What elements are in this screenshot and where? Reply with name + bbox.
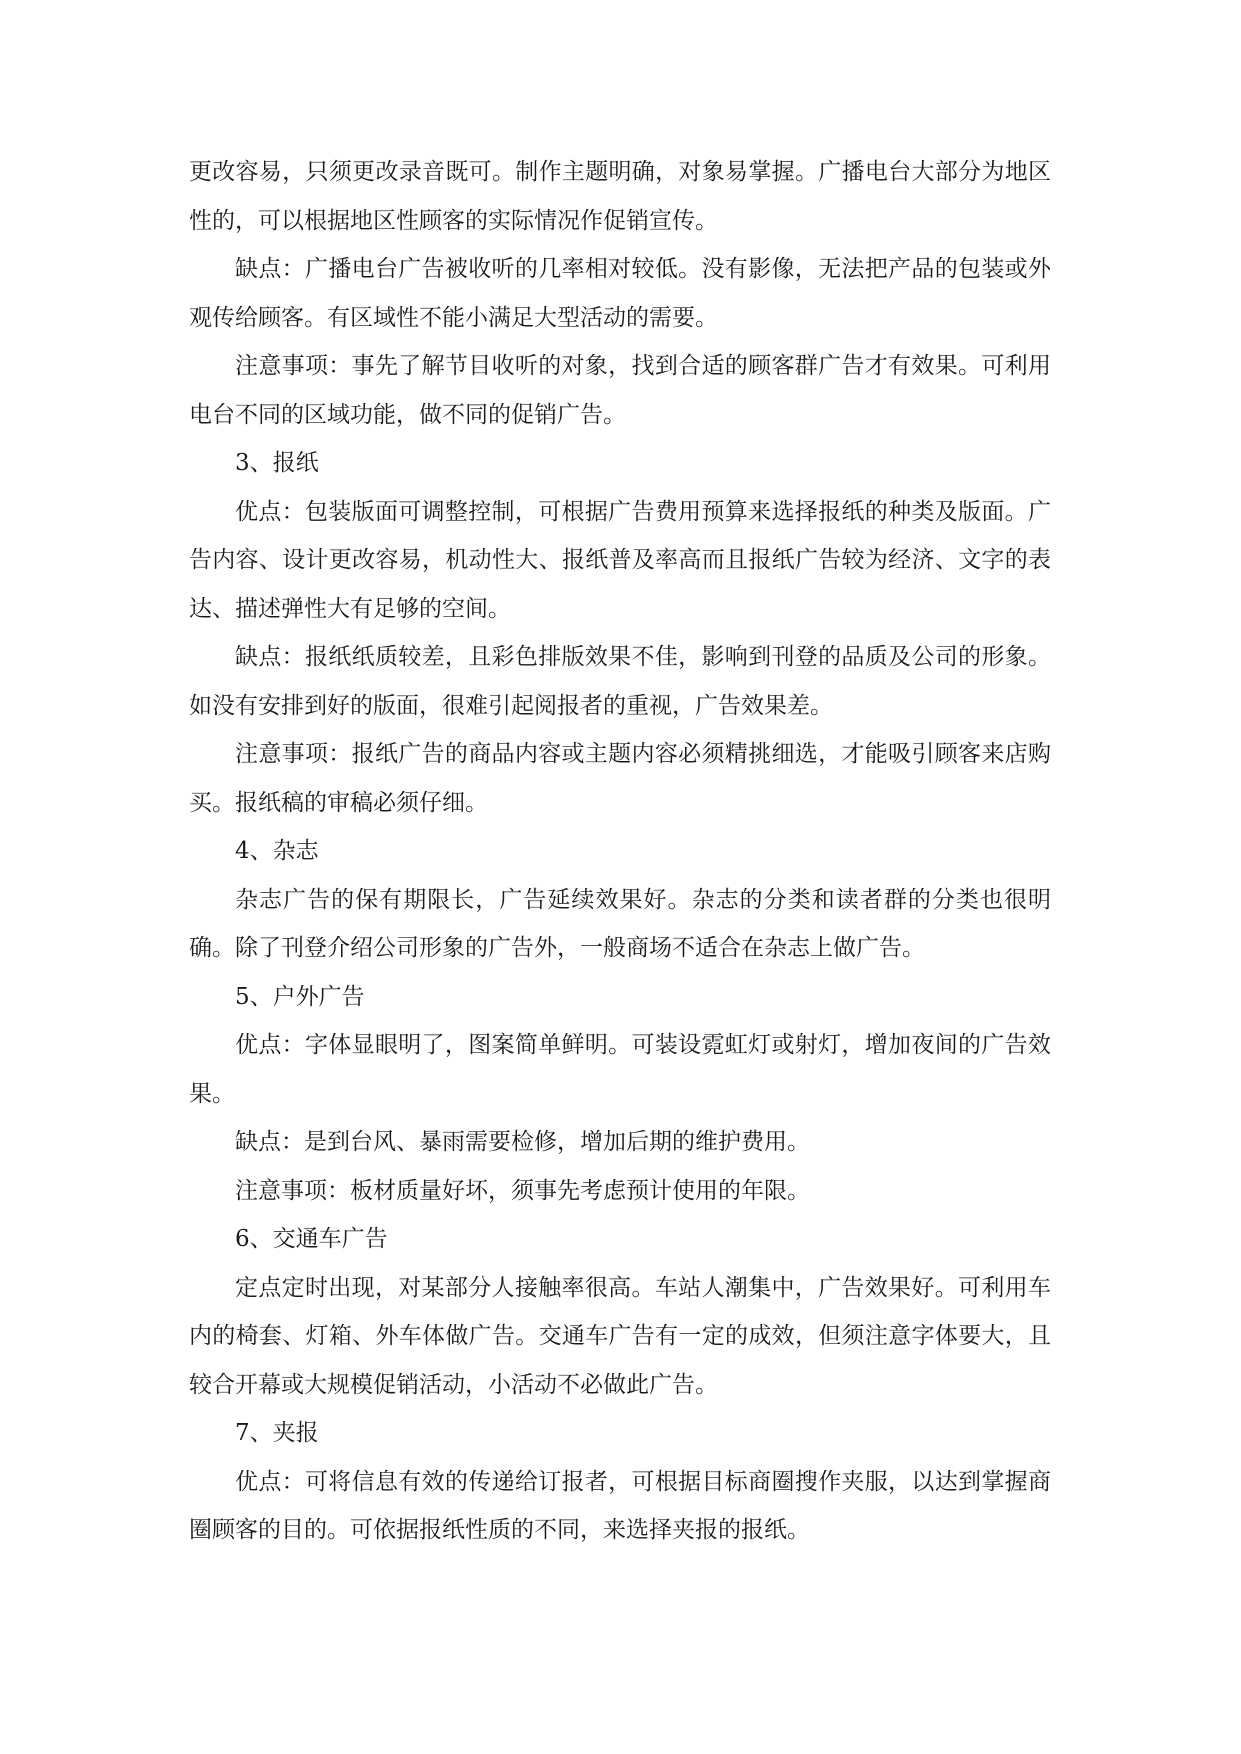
paragraph: 定点定时出现，对某部分人接触率很高。车站人潮集中，广告效果好。可利用车内的椅套、灯箱、外车体做广告。交通车广告有一定的成效，但须注意字体要大，且较合开幕或大规模促销活动，小活动不必做此广告。 [189,1274,1051,1398]
section-heading: 6、交通车广告 [235,1226,388,1252]
paragraph: 缺点：广播电台广告被收听的几率相对较低。没有影像，无法把产品的包装或外观传给顾客。有区域性不能小满足大型活动的需要。 [189,256,1051,331]
section-heading: 5、户外广告 [235,983,365,1010]
paragraph: 缺点：报纸纸质较差，且彩色排版效果不佳，影响到刊登的品质及公司的形象。如没有安排到好的版面，很难引起阅报者的重视，广告效果差。 [189,644,1051,719]
paragraph: 优点：可将信息有效的传递给订报者，可根据目标商圈搜作夹服，以达到掌握商圈顾客的目的。可依据报纸性质的不同，来选择夹报的报纸。 [189,1468,1051,1543]
paragraph: 注意事项：报纸广告的商品内容或主题内容必须精挑细选，才能吸引顾客来店购买。报纸稿的审稿必须仔细。 [189,741,1051,816]
paragraph: 优点：字体显眼明了，图案简单鲜明。可装设霓虹灯或射灯，增加夜间的广告效果。 [189,1032,1051,1107]
paragraph: 优点：包装版面可调整控制，可根据广告费用预算来选择报纸的种类及版面。广告内容、设计更改容易，机动性大、报纸普及率高而且报纸广告较为经济、文字的表达、描述弹性大有足够的空间。 [189,498,1051,622]
paragraph: 注意事项：板材质量好坏，须事先考虑预计使用的年限。 [235,1177,810,1204]
paragraph: 杂志广告的保有期限长，广告延续效果好。杂志的分类和读者群的分类也很明确。除了刊登介绍公司形象的广告外，一般商场不适合在杂志上做广告。 [189,886,1051,961]
section-heading: 3、报纸 [235,450,319,476]
paragraph: 注意事项：事先了解节目收听的对象，找到合适的顾客群广告才有效果。可利用电台不同的区域功能，做不同的促销广告。 [189,353,1051,428]
section-heading: 4、杂志 [235,838,319,864]
document-body [189,148,1051,1555]
paragraph: 更改容易，只须更改录音既可。制作主题明确，对象易掌握。广播电台大部分为地区性的，可以根据地区性顾客的实际情况作促销宣传。 [189,159,1051,234]
paragraph: 缺点：是到台风、暴雨需要检修，增加后期的维护费用。 [235,1129,810,1155]
section-heading: 7、夹报 [235,1420,319,1446]
